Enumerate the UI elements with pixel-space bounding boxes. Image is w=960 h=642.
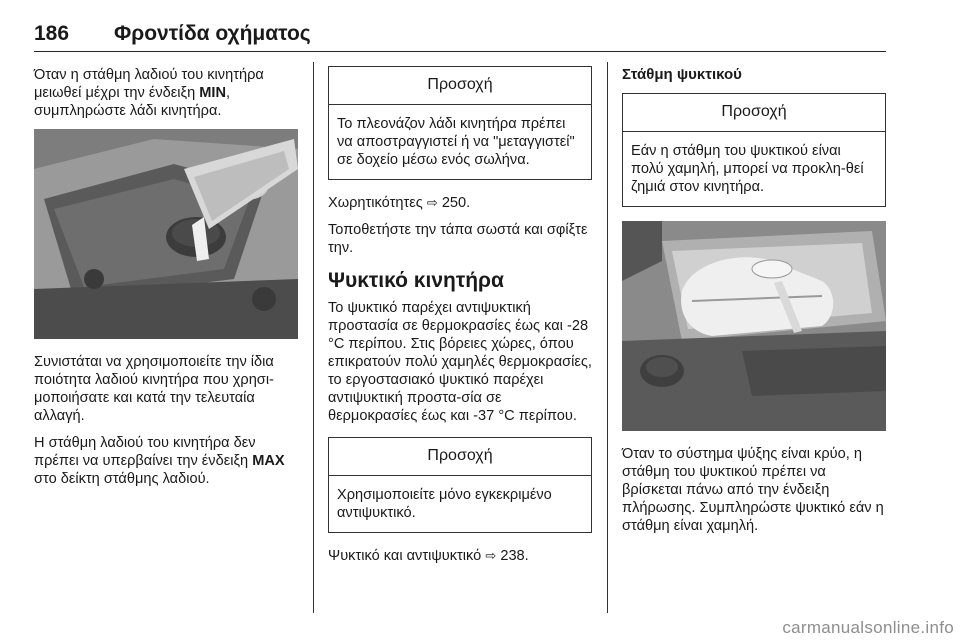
- caution-text: Χρησιμοποιείτε μόνο εγκεκριμένο αντιψυκτικό.: [337, 487, 552, 521]
- caution-box-coolant-low: [622, 93, 886, 207]
- page-header: [34, 22, 886, 52]
- capacities-reference: Χωρητικότητες ⇨ 250.: [328, 195, 471, 211]
- antifreeze-reference: Ψυκτικό και αντιψυκτικό ⇨ 238.: [328, 548, 529, 564]
- oil-quality-paragraph: Συνιστάται να χρησιμοποιείτε την ίδια ποιότητα λαδιού κινητήρα που χρησι-μοποιήσατε και κατά την τελευταία αλλαγή.: [34, 354, 274, 424]
- coolant-cold-paragraph: Όταν το σύστημα ψύξης είναι κρύο, η στάθμη του ψυκτικού πρέπει να βρίσκεται πάνω από την ένδειξη πλήρωσης. Συμπληρώστε ψυκτικό εάν η στάθμη είναι χαμηλή.: [622, 446, 884, 534]
- engine-oil-illustration: [34, 129, 298, 339]
- refit-cap-paragraph: Τοποθετήστε την τάπα σωστά και σφίξτε την.: [328, 222, 588, 256]
- caution-title: Προσοχή: [329, 67, 591, 105]
- coolant-reservoir-illustration: [622, 221, 886, 431]
- reference-arrow-icon: ⇨: [485, 548, 497, 563]
- coolant-protection-paragraph: Το ψυκτικό παρέχει αντιψυκτική προστασία σε θερμοκρασίες έως και -28 °C περίπου. Στις βόρειες χώρες, όπου επικρατούν πολύ χαμηλές θερμοκρασίες, το εργοστασιακό ψυκτικό παρέχει αντιψυκτική προστα-σία σε θερμοκρασίες έως και -37 °C περίπου.: [328, 300, 592, 424]
- column-divider: [313, 62, 314, 613]
- column-middle: [328, 66, 592, 574]
- watermark-url: carmanualsonline.info: [782, 618, 954, 637]
- caution-box-excess-oil: [328, 66, 592, 180]
- caution-box-antifreeze: [328, 437, 592, 533]
- page-number: 186: [34, 22, 70, 45]
- caution-text: Το πλεονάζον λάδι κινητήρα πρέπει να αποστραγγιστεί ή να "μεταγγιστεί" σε δοχείο μέσω ενός σωλήνα.: [337, 116, 575, 168]
- oil-top-up-paragraph: Όταν η στάθμη λαδιού του κινητήρα μειωθεί μέχρι την ένδειξη MIN, συμπληρώστε λάδι κινητήρα.: [34, 67, 264, 119]
- max-mark: MAX: [252, 453, 285, 469]
- reference-arrow-icon: ⇨: [426, 195, 438, 210]
- section-heading-coolant: Ψυκτικό κινητήρα: [328, 269, 504, 292]
- subheading-coolant-level: Στάθμη ψυκτικού: [622, 66, 742, 83]
- column-left: [34, 66, 298, 497]
- engine-oil-filling-photo: [34, 129, 298, 339]
- page-title: Φροντίδα οχήματος: [114, 22, 311, 45]
- min-mark: MIN: [199, 85, 227, 101]
- antifreeze-page-link[interactable]: 238.: [500, 548, 529, 564]
- capacities-page-link[interactable]: 250.: [441, 195, 471, 211]
- coolant-reservoir-photo: [622, 221, 886, 431]
- caution-title: Προσοχή: [623, 94, 885, 132]
- column-right: [622, 66, 886, 544]
- caution-title: Προσοχή: [329, 438, 591, 476]
- oil-max-paragraph: Η στάθμη λαδιού του κινητήρα δεν πρέπει να υπερβαίνει την ένδειξη MAX στο δείκτη στάθμης λαδιού.: [34, 435, 285, 487]
- column-divider: [607, 62, 608, 613]
- caution-text: Εάν η στάθμη του ψυκτικού είναι πολύ χαμηλή, μπορεί να προκλη-θεί ζημιά στον κινητήρα.: [631, 143, 864, 195]
